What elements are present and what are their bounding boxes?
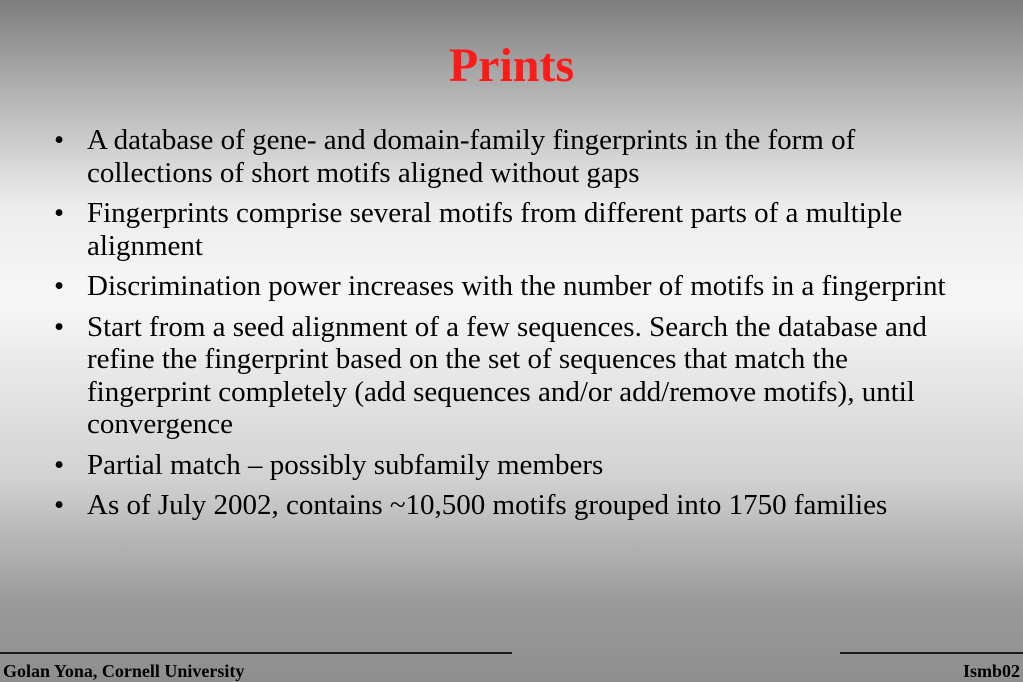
bullet-text: A database of gene- and domain-family fingerprints in the form of collections of short motifs aligned without gaps: [87, 124, 856, 189]
bullet-dot-icon: •: [54, 489, 65, 521]
bullet-dot-icon: •: [54, 124, 65, 156]
bullet-dot-icon: •: [54, 270, 65, 302]
bullet-list: [48, 124, 968, 530]
footer-conference: Ismb02: [962, 661, 1020, 681]
bullet-text: Partial match – possibly subfamily members: [87, 448, 604, 481]
footer-divider-right: [840, 652, 1023, 654]
footer-author: Golan Yona, Cornell University: [3, 661, 245, 681]
bullet-dot-icon: •: [54, 197, 65, 229]
bullet-item: [48, 270, 968, 303]
slide-title: Prints: [448, 39, 575, 92]
bullet-item: [48, 124, 968, 189]
bullet-text: As of July 2002, contains ~10,500 motifs grouped into 1750 families: [87, 489, 888, 521]
footer-divider-left: [0, 652, 512, 654]
bullet-dot-icon: •: [54, 448, 65, 481]
bullet-item: [48, 197, 968, 262]
bullet-dot-icon: •: [54, 310, 65, 343]
bullet-text: Fingerprints comprise several motifs from different parts of a multiple alignment: [87, 197, 903, 262]
bullet-item: [48, 489, 968, 522]
bullet-text: Start from a seed alignment of a few sequences. Search the database and refine the fingerprint based on the set of sequences that match the fingerprint completely (add sequences and/or add/remove motifs), until convergence: [87, 310, 927, 440]
bullet-text: Discrimination power increases with the number of motifs in a fingerprint: [87, 270, 946, 302]
bullet-item: [48, 311, 968, 441]
bullet-item: [48, 449, 968, 482]
